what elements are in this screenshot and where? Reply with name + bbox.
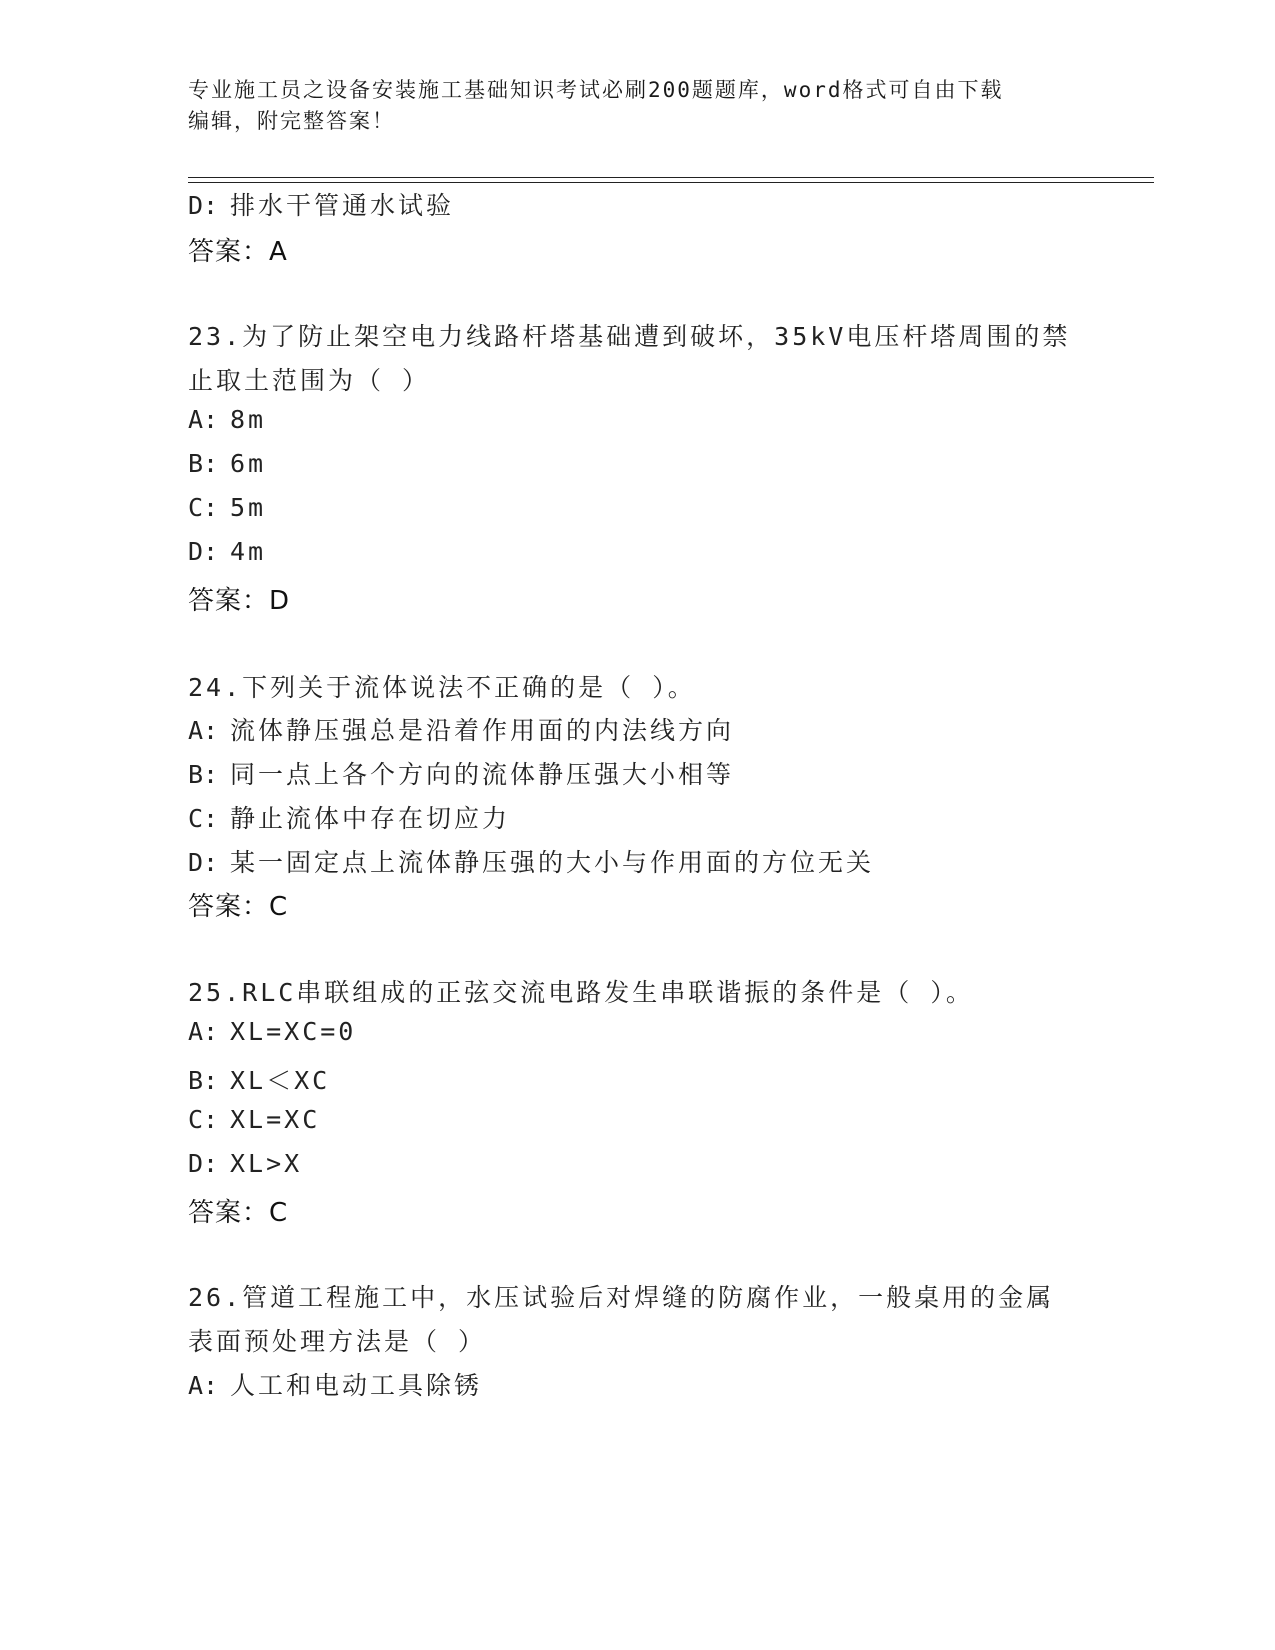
q23-stem-line-1: 23.为了防止架空电力线路杆塔基础遭到破坏，35kV电压杆塔周围的禁 [188, 322, 1071, 351]
header-divider-top [188, 177, 1154, 178]
option-text: 某一固定点上流体静压强的大小与作用面的方位无关 [230, 848, 875, 877]
option-letter: A: [188, 1017, 219, 1046]
option-text: XL=XC [230, 1105, 321, 1134]
option-letter: A: [188, 716, 219, 745]
q23-option-b [188, 449, 266, 478]
option-letter: B: [188, 760, 219, 789]
option-letter: D: [188, 1149, 219, 1178]
option-letter: A: [188, 1371, 219, 1400]
option-text: 静止流体中存在切应力 [230, 804, 511, 833]
q23-option-a [188, 405, 266, 434]
q25-stem-line-1: 25.RLC串联组成的正弦交流电路发生串联谐振的条件是（ ）。 [188, 978, 974, 1007]
q24-option-b [188, 755, 734, 791]
q23-stem-line-2: 止取土范围为（ ） [188, 366, 431, 395]
q25-option-a [188, 1017, 356, 1046]
option-letter: C: [188, 804, 219, 833]
q24-stem-line-1: 24.下列关于流体说法不正确的是（ ）。 [188, 673, 696, 702]
option-letter: B: [188, 1066, 219, 1095]
q26-stem-line-2: 表面预处理方法是（ ） [188, 1327, 487, 1356]
header-title-line-1: 专业施工员之设备安装施工基础知识考试必刷200题题库，word格式可自由下载 [188, 78, 1004, 102]
q24-option-d [188, 843, 874, 879]
q25-option-c [188, 1105, 320, 1134]
q25-option-d [188, 1149, 302, 1178]
q24-option-a [188, 711, 734, 747]
q25-answer: 答案：C [188, 1198, 289, 1228]
option-text: 人工和电动工具除锈 [230, 1371, 483, 1400]
option-letter: C: [188, 1105, 219, 1134]
option-letter: C: [188, 493, 219, 522]
option-text: XL>X [230, 1149, 303, 1178]
q23-answer: 答案：D [188, 586, 291, 616]
option-letter: A: [188, 405, 219, 434]
option-text: XL=XC=0 [230, 1017, 357, 1046]
header-title-line-2: 编辑，附完整答案！ [188, 109, 395, 133]
option-letter: D: [188, 191, 219, 220]
option-text: 流体静压强总是沿着作用面的内法线方向 [230, 716, 735, 745]
option-text: 6m [230, 449, 267, 478]
option-text: 排水干管通水试验 [230, 191, 455, 220]
option-text: 5m [230, 493, 267, 522]
prev-answer: 答案：A [188, 237, 288, 267]
prev-option-d [188, 186, 454, 222]
q26-option-a [188, 1366, 482, 1402]
option-letter: D: [188, 537, 219, 566]
option-text: 4m [230, 537, 267, 566]
option-letter: B: [188, 449, 219, 478]
option-text: XL＜XC [230, 1066, 331, 1095]
q24-answer: 答案：C [188, 892, 289, 922]
q24-option-c [188, 799, 510, 835]
q25-option-b [188, 1061, 330, 1097]
q26-stem-line-1: 26.管道工程施工中，水压试验后对焊缝的防腐作业，一般桌用的金属 [188, 1283, 1055, 1312]
document-header [188, 75, 1068, 137]
q23-option-c [188, 493, 266, 522]
option-text: 8m [230, 405, 267, 434]
q23-option-d [188, 537, 266, 566]
header-divider-bottom [188, 182, 1154, 183]
option-text: 同一点上各个方向的流体静压强大小相等 [230, 760, 735, 789]
option-letter: D: [188, 848, 219, 877]
